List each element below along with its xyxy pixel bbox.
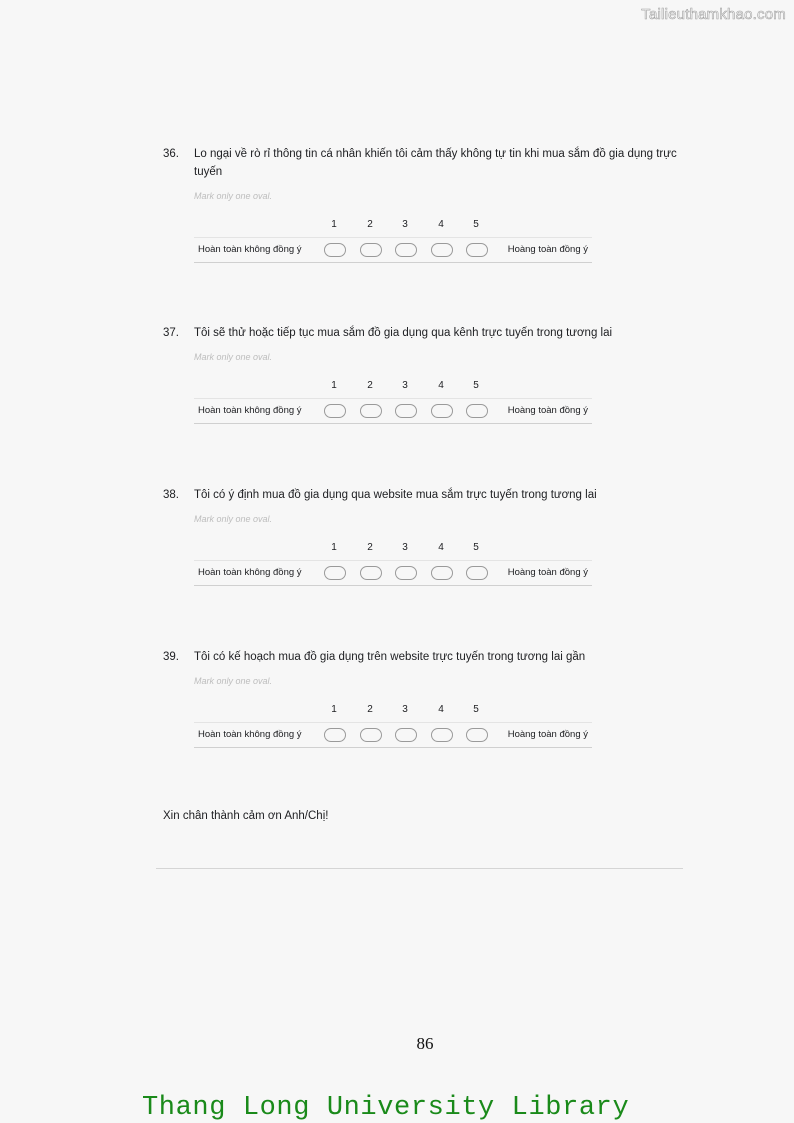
question-number: 39. [163, 651, 179, 663]
oval-option-1[interactable] [324, 728, 346, 742]
oval-option-2[interactable] [360, 243, 382, 257]
oval-option-4[interactable] [431, 728, 453, 742]
oval-option-3[interactable] [395, 404, 417, 418]
oval-option-1[interactable] [324, 566, 346, 580]
oval-option-5[interactable] [466, 566, 488, 580]
scale-row [194, 722, 592, 748]
scale-row [194, 398, 592, 424]
oval-option-5[interactable] [466, 243, 488, 257]
scale-number-1: 1 [331, 219, 337, 230]
hint-text: Mark only one oval. [194, 514, 273, 524]
oval-option-3[interactable] [395, 728, 417, 742]
scale-number-1: 1 [331, 542, 337, 553]
question-header [163, 324, 683, 342]
scale-number-2: 2 [367, 704, 373, 715]
scale-number-5: 5 [473, 219, 479, 230]
scale-left-label: Hoàn toàn không đồng ý [198, 729, 302, 740]
scale-number-1: 1 [331, 380, 337, 391]
rating-scale [194, 542, 592, 586]
scale-row [194, 237, 592, 263]
question-header [163, 648, 683, 666]
hint-text: Mark only one oval. [194, 191, 273, 201]
oval-option-4[interactable] [431, 566, 453, 580]
rating-scale [194, 380, 592, 424]
oval-option-4[interactable] [431, 243, 453, 257]
scale-left-label: Hoàn toàn không đồng ý [198, 567, 302, 578]
oval-option-3[interactable] [395, 243, 417, 257]
oval-option-1[interactable] [324, 243, 346, 257]
scale-number-4: 4 [438, 542, 444, 553]
scale-right-label: Hoàng toàn đồng ý [507, 244, 588, 255]
scale-number-3: 3 [402, 219, 408, 230]
scale-right-label: Hoàng toàn đồng ý [507, 405, 588, 416]
scale-number-2: 2 [367, 380, 373, 391]
oval-option-5[interactable] [466, 404, 488, 418]
page-number: 86 [416, 1034, 434, 1053]
scale-right-label: Hoàng toàn đồng ý [507, 729, 588, 740]
oval-option-2[interactable] [360, 566, 382, 580]
question-37 [163, 324, 683, 424]
scale-number-4: 4 [438, 380, 444, 391]
question-38 [163, 486, 683, 586]
scale-left-label: Hoàn toàn không đồng ý [198, 405, 302, 416]
scale-numbers [194, 542, 592, 560]
scale-number-5: 5 [473, 380, 479, 391]
watermark-text: Tailieuthamkhao.com [641, 6, 786, 23]
scale-right-label: Hoàng toàn đồng ý [507, 567, 588, 578]
scale-number-3: 3 [402, 380, 408, 391]
hint-text: Mark only one oval. [194, 676, 273, 686]
rating-scale [194, 704, 592, 748]
library-footer: Thang Long University Library [142, 1093, 630, 1123]
scale-number-2: 2 [367, 542, 373, 553]
scale-left-label: Hoàn toàn không đồng ý [198, 244, 302, 255]
scale-numbers [194, 380, 592, 398]
question-text: Tôi sẽ thử hoặc tiếp tục mua sắm đồ gia dụng qua kênh trực tuyến trong tương lai [194, 327, 613, 339]
question-39 [163, 648, 683, 748]
question-number: 36. [163, 148, 179, 160]
oval-option-4[interactable] [431, 404, 453, 418]
hint-text: Mark only one oval. [194, 352, 273, 362]
scale-row [194, 560, 592, 586]
oval-option-2[interactable] [360, 404, 382, 418]
question-number: 37. [163, 327, 179, 339]
divider [156, 868, 683, 869]
question-text: Lo ngại về rò rỉ thông tin cá nhân khiến tôi cảm thấy không tự tin khi mua sắm đồ gia dụng trực tuyến [194, 148, 677, 178]
oval-option-3[interactable] [395, 566, 417, 580]
question-text: Tôi có kế hoạch mua đồ gia dụng trên website trực tuyến trong tương lai gần [194, 651, 586, 663]
scale-number-1: 1 [331, 704, 337, 715]
scale-numbers [194, 704, 592, 722]
oval-option-5[interactable] [466, 728, 488, 742]
question-number: 38. [163, 489, 179, 501]
oval-option-2[interactable] [360, 728, 382, 742]
rating-scale [194, 219, 592, 263]
scale-number-5: 5 [473, 704, 479, 715]
thank-you-message: Xin chân thành cảm ơn Anh/Chị! [163, 810, 329, 822]
scale-number-4: 4 [438, 219, 444, 230]
question-36 [163, 145, 683, 263]
scale-number-2: 2 [367, 219, 373, 230]
scale-number-3: 3 [402, 704, 408, 715]
scale-numbers [194, 219, 592, 237]
question-header [163, 145, 683, 181]
question-header [163, 486, 683, 504]
question-text: Tôi có ý định mua đồ gia dụng qua website mua sắm trực tuyến trong tương lai [194, 489, 597, 501]
oval-option-1[interactable] [324, 404, 346, 418]
scale-number-3: 3 [402, 542, 408, 553]
scale-number-5: 5 [473, 542, 479, 553]
scale-number-4: 4 [438, 704, 444, 715]
